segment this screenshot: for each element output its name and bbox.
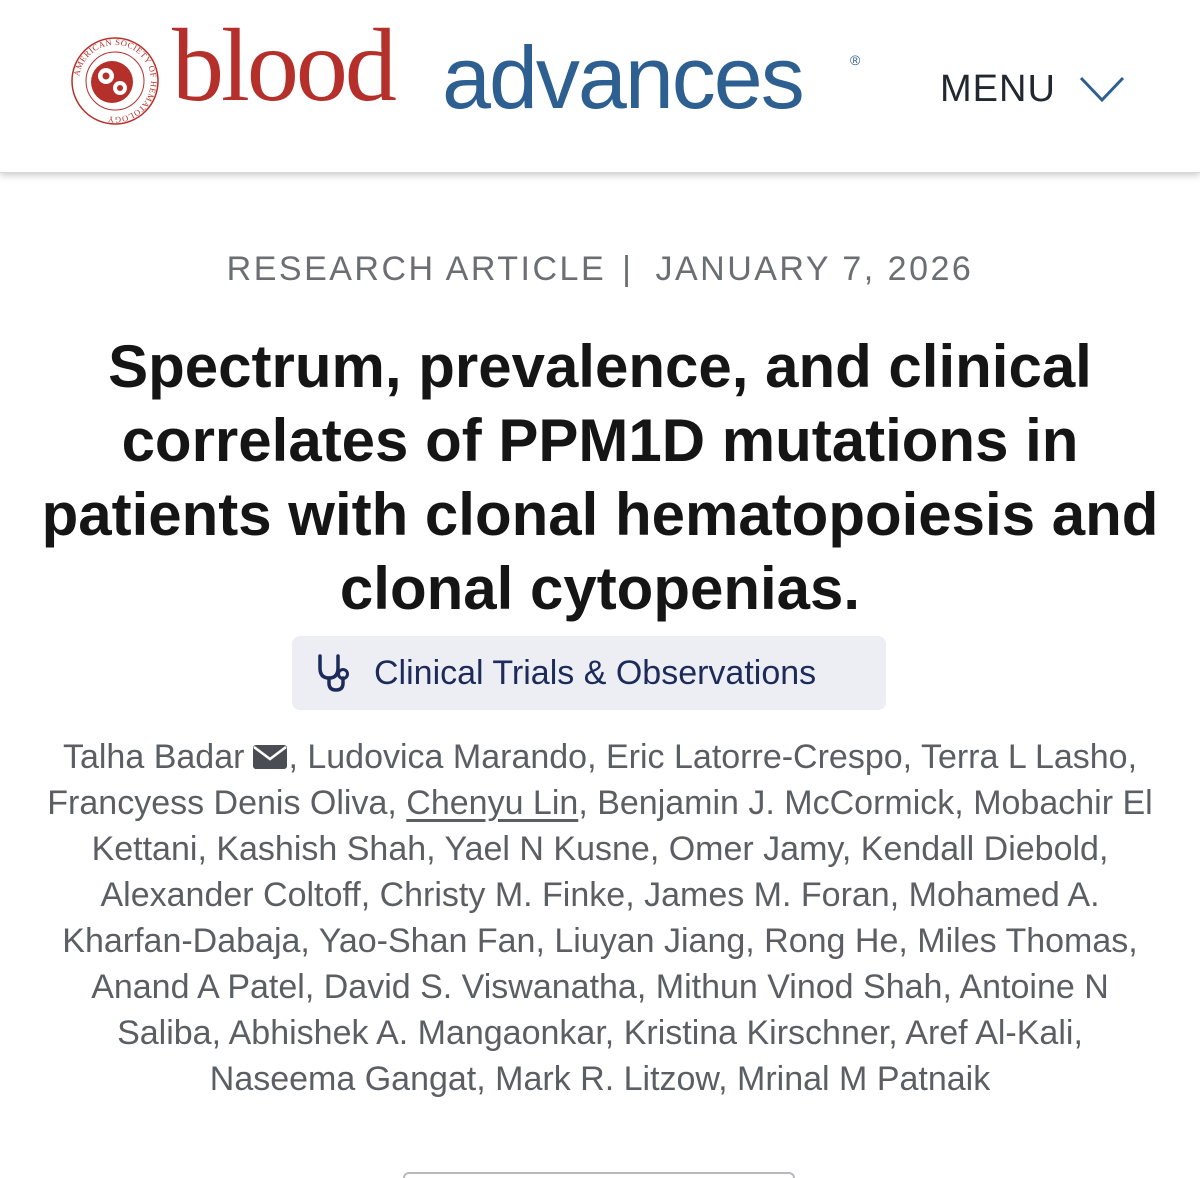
author-name[interactable]: Christy M. Finke bbox=[379, 876, 626, 914]
article-date: JANUARY 7, 2026 bbox=[655, 250, 974, 288]
author-name[interactable]: Mobachir El Kettani bbox=[91, 784, 1153, 868]
section-divider bbox=[403, 1172, 795, 1178]
site-header bbox=[0, 0, 1200, 173]
author-name[interactable]: Miles Thomas bbox=[917, 922, 1129, 960]
author-name[interactable]: Antoine N Saliba bbox=[117, 968, 1109, 1052]
meta-separator: | bbox=[622, 250, 634, 288]
author-name[interactable]: Ludovica Marando bbox=[307, 738, 588, 776]
ash-seal-logo[interactable] bbox=[70, 36, 160, 126]
article-type: RESEARCH ARTICLE bbox=[226, 250, 607, 288]
author-name[interactable]: Anand A Patel bbox=[91, 968, 305, 1006]
author-name[interactable]: Talha Badar bbox=[62, 738, 245, 776]
category-badge[interactable] bbox=[292, 636, 886, 710]
logo-advances[interactable]: advances bbox=[442, 28, 803, 127]
author-name[interactable]: Terra L Lasho bbox=[920, 738, 1128, 776]
author-name[interactable]: Abhishek A. Mangaonkar bbox=[228, 1014, 605, 1052]
author-name[interactable]: Mark R. Litzow bbox=[495, 1060, 719, 1098]
article-meta bbox=[0, 250, 1200, 289]
author-name[interactable]: Kristina Kirschner bbox=[623, 1014, 889, 1052]
author-name[interactable]: Mohamed A. Kharfan-Dabaja bbox=[62, 876, 1100, 960]
author-name[interactable]: Kashish Shah bbox=[216, 830, 427, 868]
author-name[interactable]: Alexander Coltoff bbox=[100, 876, 361, 914]
author-name[interactable]: Francyess Denis Oliva bbox=[47, 784, 388, 822]
stethoscope-icon bbox=[312, 652, 354, 694]
author-name[interactable]: David S. Viswanatha bbox=[323, 968, 637, 1006]
author-name[interactable]: Naseema Gangat bbox=[209, 1060, 477, 1098]
author-name[interactable]: Benjamin J. McCormick bbox=[597, 784, 955, 822]
author-name[interactable]: Omer Jamy bbox=[668, 830, 842, 868]
author-name[interactable]: Yao-Shan Fan bbox=[318, 922, 536, 960]
author-name[interactable]: Aref Al-Kali bbox=[905, 1014, 1074, 1052]
menu-label: MENU bbox=[940, 67, 1056, 110]
category-label: Clinical Trials & Observations bbox=[374, 653, 817, 692]
svg-text:AMERICAN SOCIETY OF HEMATOLOGY: AMERICAN SOCIETY OF HEMATOLOGY bbox=[71, 36, 160, 126]
author-name[interactable]: James M. Foran bbox=[644, 876, 890, 914]
article-title: Spectrum, prevalence, and clinical correlates of PPM1D mutations in patients with clonal hematopoiesis and clonal cytopenias. bbox=[41, 333, 1159, 622]
author-list: Talha Badar , Ludovica Marando, Eric Latorre-Crespo, Terra L Lasho, Francyess Denis Oliva, Chenyu Lin, Benjamin J. McCormick, Mobachir El Kettani, Kashish Shah, Yael N Kusne, Omer Jamy, Kendall Diebold, Alexander Coltoff, Christy M. Finke, James M. Foran, Mohamed A. Kharfan-Dabaja, Yao-Shan Fan, Liuyan Jiang, Rong He, Miles Thomas, Anand A Patel, David S. Viswanatha, Mithun Vinod Shah, Antoine N Saliba, Abhishek A. Mangaonkar, Kristina Kirschner, Aref Al-Kali, Naseema Gangat, Mark R. Litzow, Mrinal M Patnaik bbox=[47, 738, 1153, 1098]
author-name[interactable]: Rong He bbox=[764, 922, 899, 960]
author-name[interactable]: Mithun Vinod Shah bbox=[655, 968, 943, 1006]
logo-blood[interactable]: blood bbox=[172, 8, 394, 123]
registered-mark: ® bbox=[850, 52, 861, 68]
author-name[interactable]: Mrinal M Patnaik bbox=[737, 1060, 991, 1098]
author-name[interactable]: Chenyu Lin bbox=[406, 784, 579, 822]
menu-button[interactable] bbox=[940, 64, 1126, 114]
envelope-icon[interactable] bbox=[252, 744, 288, 770]
author-name[interactable]: Liuyan Jiang bbox=[554, 922, 746, 960]
chevron-down-icon bbox=[1078, 74, 1126, 104]
author-name[interactable]: Kendall Diebold bbox=[860, 830, 1099, 868]
author-name[interactable]: Eric Latorre-Crespo bbox=[606, 738, 903, 776]
author-name[interactable]: Yael N Kusne bbox=[444, 830, 650, 868]
